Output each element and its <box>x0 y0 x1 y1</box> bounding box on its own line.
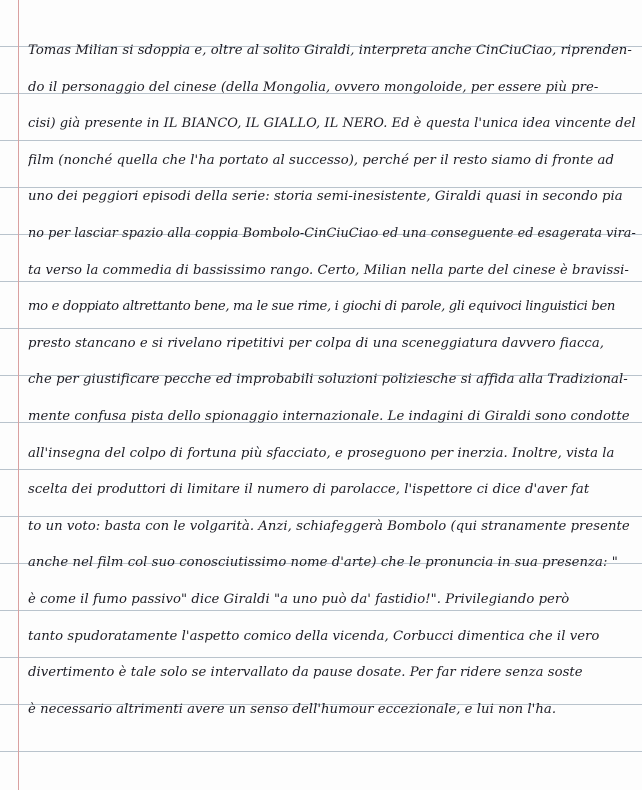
text-line: che per giustificare pecche ed improbabili soluzioni poliziesche si affida alla Tradizional- <box>28 372 628 388</box>
text-line: uno dei peggiori episodi della serie: storia semi-inesistente, Giraldi quasi in secondo pia <box>28 189 623 205</box>
text-line: divertimento è tale solo se intervallato da pause dosate. Per far ridere senza soste <box>28 665 583 681</box>
text-line: no per lasciar spazio alla coppia Bombolo-CinCiuCiao ed una conseguente ed esagerata vira- <box>28 225 636 241</box>
text-line: to un voto: basta con le volgarità. Anzi, schiafeggerà Bombolo (qui stranamente presente <box>28 518 630 534</box>
text-line: anche nel film col suo conosciutissimo nome d'arte) che le pronuncia in sua presenza: " <box>28 555 618 571</box>
text-line: cisi) già presente in IL BIANCO, IL GIALLO, IL NERO. Ed è questa l'unica idea vincente del <box>28 116 636 132</box>
text-line: mo e doppiato altrettanto bene, ma le sue rime, i giochi di parole, gli equivoci linguistici ben <box>28 299 616 315</box>
text-line: tanto spudoratamente l'aspetto comico della vicenda, Corbucci dimentica che il vero <box>28 628 600 644</box>
text-line: do il personaggio del cinese (della Mongolia, ovvero mongoloide, per essere più pre- <box>28 79 599 95</box>
margin-rule <box>18 0 19 790</box>
text-line: è necessario altrimenti avere un senso dell'humour eccezionale, e lui non l'ha. <box>28 701 557 717</box>
text-line: Tomas Milian si sdoppia e, oltre al solito Giraldi, interpreta anche CinCiuCiao, riprenden- <box>28 43 632 58</box>
text-line: ta verso la commedia di bassissimo rango. Certo, Milian nella parte del cinese è bravissi- <box>28 262 629 278</box>
text-line: presto stancano e si rivelano ripetitivi per colpa di una sceneggiatura davvero fiacca, <box>28 335 604 351</box>
text-line: all'insegna del colpo di fortuna più sfacciato, e proseguono per inerzia. Inoltre, vista la <box>28 445 615 461</box>
handwritten-text <box>28 33 636 728</box>
text-line: mente confusa pista dello spionaggio internazionale. Le indagini di Giraldi sono condotte <box>28 408 630 424</box>
text-line: è come il fumo passivo" dice Giraldi "a uno può da' fastidio!". Privilegiando però <box>28 591 570 607</box>
text-line: scelta dei produttori di limitare il numero di parolacce, l'ispettore ci dice d'aver fat <box>28 482 590 498</box>
text-line: film (nonché quella che l'ha portato al successo), perché per il resto siamo di fronte ad <box>28 152 614 168</box>
